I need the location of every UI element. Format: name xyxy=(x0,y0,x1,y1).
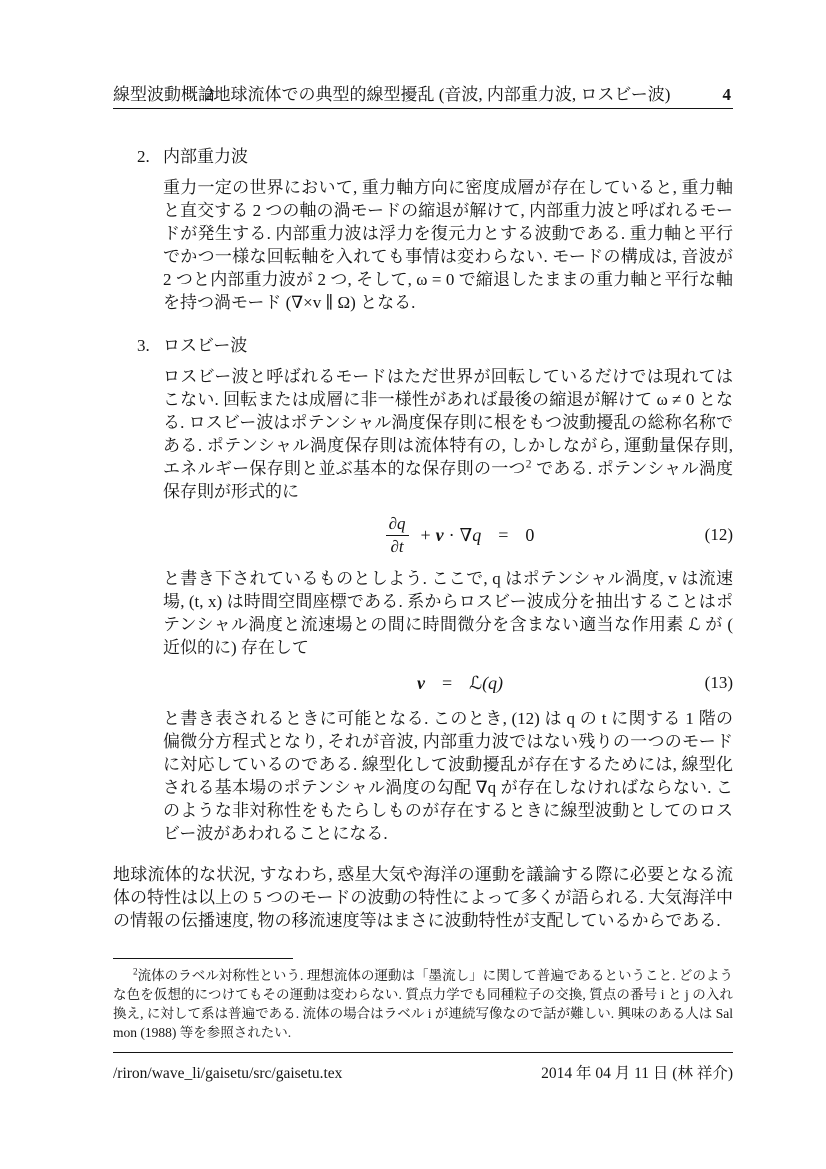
item3-number: 3. xyxy=(137,336,150,355)
script-L-operator: ℒ xyxy=(469,672,483,693)
header-section-title: 2地球流体での典型的線型擾乱 (音波, 内部重力波, ロスビー波) xyxy=(205,85,671,104)
fraction-denominator: ∂t xyxy=(390,536,404,556)
source-file-path: /riron/wave_li/gaisetu/src/gaisetu.tex xyxy=(113,1065,343,1082)
page-header xyxy=(113,84,733,109)
equation-13-number: (13) xyxy=(704,673,733,692)
footnote-mark: 2 xyxy=(133,966,138,977)
item3-title: ロスビー波 xyxy=(163,336,248,355)
footer-rule xyxy=(113,1052,733,1053)
footer-date: 2014 年 04 月 11 日 (林 祥介) xyxy=(541,1065,733,1082)
closing-paragraph: 地球流体的な状況, すなわち, 惑星大気や海洋の運動を議論する際に必要となる流体の特性は以上の 5 つのモードの波動の特性によって多くが語られる. 大気海洋中の情報の伝播速度, 物の移流速度等はまさに波動特性が支配しているからである. xyxy=(113,865,733,930)
item3-heading xyxy=(113,334,733,357)
footnote-rule xyxy=(113,958,293,959)
gradient-q: ∇q xyxy=(459,524,482,545)
item2-title: 内部重力波 xyxy=(163,147,248,166)
velocity-vector: v xyxy=(435,524,444,545)
item2-heading xyxy=(113,145,733,168)
dot-operator: · xyxy=(448,524,455,545)
list-item-internal-gravity-waves xyxy=(113,145,733,314)
item3-paragraph-3: と書き表されるときに可能となる. このとき, (12) は q の t に関する 1 階の偏微分方程式となり, それが音波, 内部重力波ではない残りの一つのモードに対応しているのである. 線型化して波動擾乱が存在するためには, 線型化される基本場のポテンシャル渦度の勾配 ∇q が存在しなければならない. このような非対称性をもたらしものが存在するときに線型波動としてのロスビー波があわれることになる. xyxy=(163,709,733,843)
equals-sign: = xyxy=(498,524,509,545)
item2-paragraph: 重力一定の世界において, 重力軸方向に密度成層が存在していると, 重力軸と直交する 2 つの軸の渦モードの縮退が解けて, 内部重力波と呼ばれるモードが発生する. 内部重力波は浮力を復元力とする波動である. 重力軸と平行でかつ一様な回転軸を入れても事情は変わらない. モードの構成は, 音波が 2 つと内部重力波が 2 つ, そして, ω = 0 で縮退したままの重力軸と平行な軸を持つ渦モード (∇×v ∥ Ω) となる. xyxy=(163,178,733,312)
fraction-dq-dt xyxy=(386,514,409,557)
item3-paragraph-2: と書き下されているものとしよう. ここで, q はポテンシャル渦度, v は流速場, (t, x) は時間空間座標である. 系からロスビー波成分を抽出することはポテンシャル渦度と流速場との間に時間微分を含まない適当な作用素 ℒ が (近似的に) 存在して xyxy=(163,569,733,657)
list-item-rossby-waves xyxy=(113,334,733,845)
equation-13 xyxy=(113,668,733,698)
operator-argument: (q) xyxy=(482,672,504,693)
equals-sign: = xyxy=(441,672,453,693)
equation-12 xyxy=(113,512,733,558)
equation-12-number: (12) xyxy=(704,525,733,544)
footer-row xyxy=(113,1064,733,1083)
item3-paragraph-1 xyxy=(163,365,733,503)
footnote xyxy=(113,958,733,1042)
item2-number: 2. xyxy=(137,147,150,166)
page-number: 4 xyxy=(722,85,731,104)
footnote-body: 流体のラベル対称性という. 理想流体の運動は「墨流し」に関して普遍であるということ. どのような色を仮想的につけてもその運動は変わらない. 質点力学でも同種粒子の交換, 質点の番号 i と j の入れ換え, に対して系は普遍である. 流体の場合はラベル i が連続写像なので話が難しい. 興味のある人は Salmon (1988) 等を参照されたい. xyxy=(113,968,733,1040)
running-title: 線型波動概論 xyxy=(113,85,215,104)
footnote-reference-mark: 2 xyxy=(525,457,532,471)
item3-paragraph-1-cont: である. ポテンシャル渦度保存則が形式的に xyxy=(163,459,733,501)
page-footer xyxy=(113,1052,733,1083)
fraction-numerator: ∂q xyxy=(386,514,409,536)
velocity-vector: v xyxy=(416,672,425,693)
footnote-text xyxy=(113,966,733,1042)
item3-paragraph-1-text: ロスビー波と呼ばれるモードはただ世界が回転しているだけでは現れてはこない. 回転または成層に非一様性があれば最後の縮退が解けて ω ≠ 0 となる. ロスビー波はポテンシャル渦度保存則に根をもつ波動擾乱の総称名称である. ポテンシャル渦度保存則は流体特有の, しかしながら, 運動量保存則, エネルギー保存則と並ぶ基本的な保存則の一つ xyxy=(163,367,733,478)
rhs-zero: 0 xyxy=(525,524,535,545)
plus-operator: + xyxy=(420,524,431,545)
